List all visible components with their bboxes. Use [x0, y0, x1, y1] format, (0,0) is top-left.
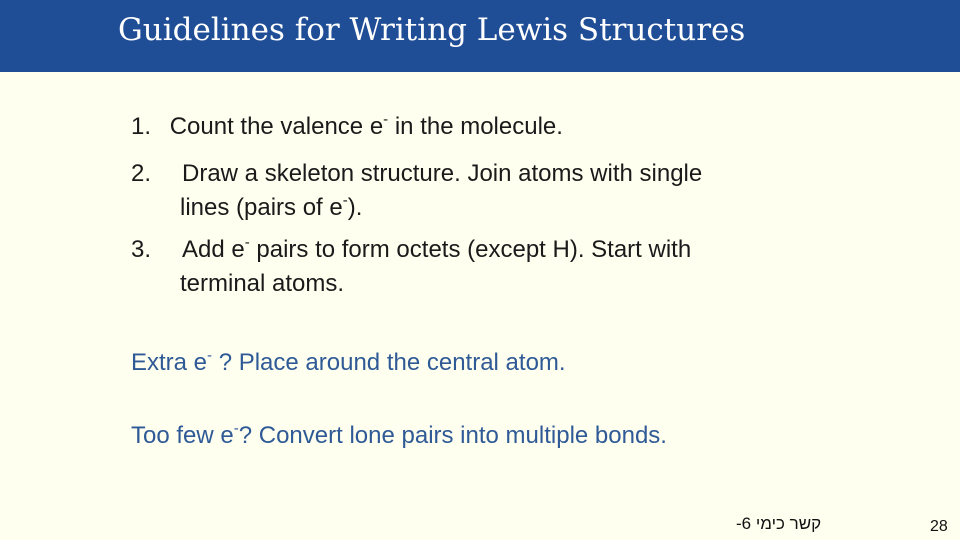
step-2-line-2	[180, 193, 362, 223]
note-text: Extra e	[131, 349, 208, 376]
step-number: 2.	[131, 160, 152, 187]
step-number: 3.	[131, 236, 152, 263]
step-text: terminal atoms.	[180, 270, 345, 297]
page-number: 28	[930, 518, 948, 535]
step-text: lines (pairs of e	[180, 194, 343, 221]
step-text: in the molecule.	[388, 113, 563, 140]
superscript: -	[342, 192, 348, 209]
note-text: ? Place around the central atom.	[212, 349, 566, 376]
step-3	[131, 235, 691, 265]
note-extra-electrons	[131, 348, 566, 378]
step-text: Draw a skeleton structure. Join atoms with single	[182, 160, 703, 187]
step-3-line-2	[180, 269, 344, 299]
step-text: Add e	[182, 236, 245, 263]
title-bar	[0, 0, 960, 72]
step-text: pairs to form octets (except H). Start with	[249, 236, 692, 263]
superscript: -	[207, 347, 213, 364]
superscript: -	[244, 234, 250, 251]
superscript: -	[383, 111, 389, 128]
note-text: ? Convert lone pairs into multiple bonds.	[238, 422, 667, 449]
footer-chapter-label: קשר כימי 6-	[736, 514, 822, 533]
step-1	[131, 112, 563, 142]
note-too-few-electrons	[131, 421, 667, 451]
superscript: -	[233, 420, 239, 437]
note-text: Too few e	[131, 422, 234, 449]
step-text: Count the valence e	[169, 113, 384, 140]
step-number: 1.	[131, 113, 152, 140]
slide-title: Guidelines for Writing Lewis Structures	[118, 12, 746, 48]
step-2	[131, 159, 702, 189]
step-text: ).	[347, 194, 363, 221]
